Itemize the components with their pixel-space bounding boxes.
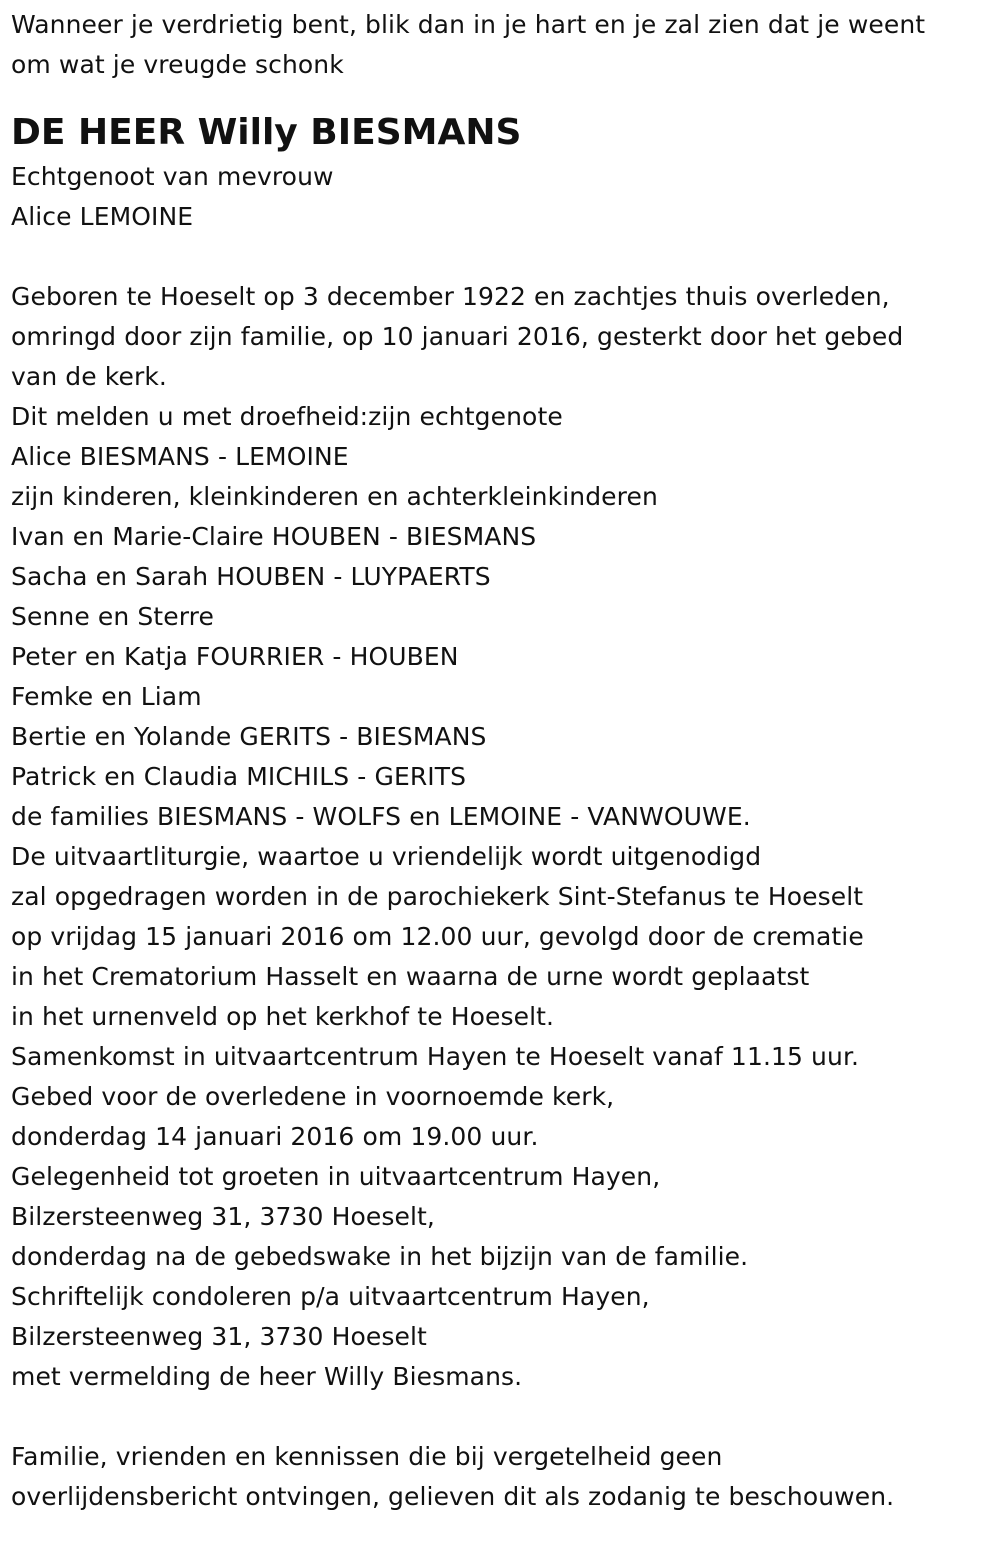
- body-line: op vrijdag 15 januari 2016 om 12.00 uur, gevolgd door de crematie: [11, 922, 864, 951]
- notice-body: [11, 277, 991, 1397]
- paragraph-spacer: [11, 1397, 991, 1437]
- body-line: Patrick en Claudia MICHILS - GERITS: [11, 762, 467, 791]
- body-line: de families BIESMANS - WOLFS en LEMOINE - VANWOUWE.: [11, 802, 751, 831]
- body-line: Bilzersteenweg 31, 3730 Hoeselt: [11, 1322, 427, 1351]
- motto-line: Wanneer je verdrietig bent, blik dan in je hart en je zal zien dat je weent: [11, 10, 926, 39]
- body-line: in het urnenveld op het kerkhof te Hoeselt.: [11, 1002, 555, 1031]
- body-line: Gebed voor de overledene in voornoemde kerk,: [11, 1082, 615, 1111]
- body-line: Bertie en Yolande GERITS - BIESMANS: [11, 722, 487, 751]
- body-line: Gelegenheid tot groeten in uitvaartcentrum Hayen,: [11, 1162, 661, 1191]
- body-line: Samenkomst in uitvaartcentrum Hayen te Hoeselt vanaf 11.15 uur.: [11, 1042, 860, 1071]
- body-line: zal opgedragen worden in de parochiekerk Sint-Stefanus te Hoeselt: [11, 882, 864, 911]
- body-line: Alice BIESMANS - LEMOINE: [11, 442, 349, 471]
- body-line: donderdag 14 januari 2016 om 19.00 uur.: [11, 1122, 539, 1151]
- body-line: donderdag na de gebedswake in het bijzijn van de familie.: [11, 1242, 749, 1271]
- body-line: met vermelding de heer Willy Biesmans.: [11, 1362, 523, 1391]
- body-line: Femke en Liam: [11, 682, 202, 711]
- body-line: De uitvaartliturgie, waartoe u vriendelijk wordt uitgenodigd: [11, 842, 762, 871]
- paragraph-spacer: [11, 237, 991, 277]
- body-line: Sacha en Sarah HOUBEN - LUYPAERTS: [11, 562, 491, 591]
- closing-note: [11, 1437, 991, 1517]
- spouse-line: Alice LEMOINE: [11, 202, 194, 231]
- body-line: Dit melden u met droefheid:zijn echtgenote: [11, 402, 563, 431]
- body-line: Schriftelijk condoleren p/a uitvaartcentrum Hayen,: [11, 1282, 650, 1311]
- body-line: Peter en Katja FOURRIER - HOUBEN: [11, 642, 459, 671]
- body-line: in het Crematorium Hasselt en waarna de urne wordt geplaatst: [11, 962, 810, 991]
- spouse-info: [11, 157, 991, 237]
- obituary-notice: [11, 0, 991, 1517]
- motto-quote: [11, 5, 991, 85]
- motto-line: om wat je vreugde schonk: [11, 50, 344, 79]
- spouse-line: Echtgenoot van mevrouw: [11, 162, 334, 191]
- closing-line: Familie, vrienden en kennissen die bij vergetelheid geen: [11, 1442, 723, 1471]
- body-line: Ivan en Marie-Claire HOUBEN - BIESMANS: [11, 522, 537, 551]
- body-line: Bilzersteenweg 31, 3730 Hoeselt,: [11, 1202, 435, 1231]
- body-line: omringd door zijn familie, op 10 januari 2016, gesterkt door het gebed: [11, 322, 904, 351]
- deceased-name-heading: DE HEER Willy BIESMANS: [11, 112, 522, 153]
- body-line: zijn kinderen, kleinkinderen en achterkleinkinderen: [11, 482, 658, 511]
- closing-line: overlijdensbericht ontvingen, gelieven dit als zodanig te beschouwen.: [11, 1482, 895, 1511]
- body-line: Senne en Sterre: [11, 602, 214, 631]
- body-line: Geboren te Hoeselt op 3 december 1922 en zachtjes thuis overleden,: [11, 282, 890, 311]
- body-line: van de kerk.: [11, 362, 167, 391]
